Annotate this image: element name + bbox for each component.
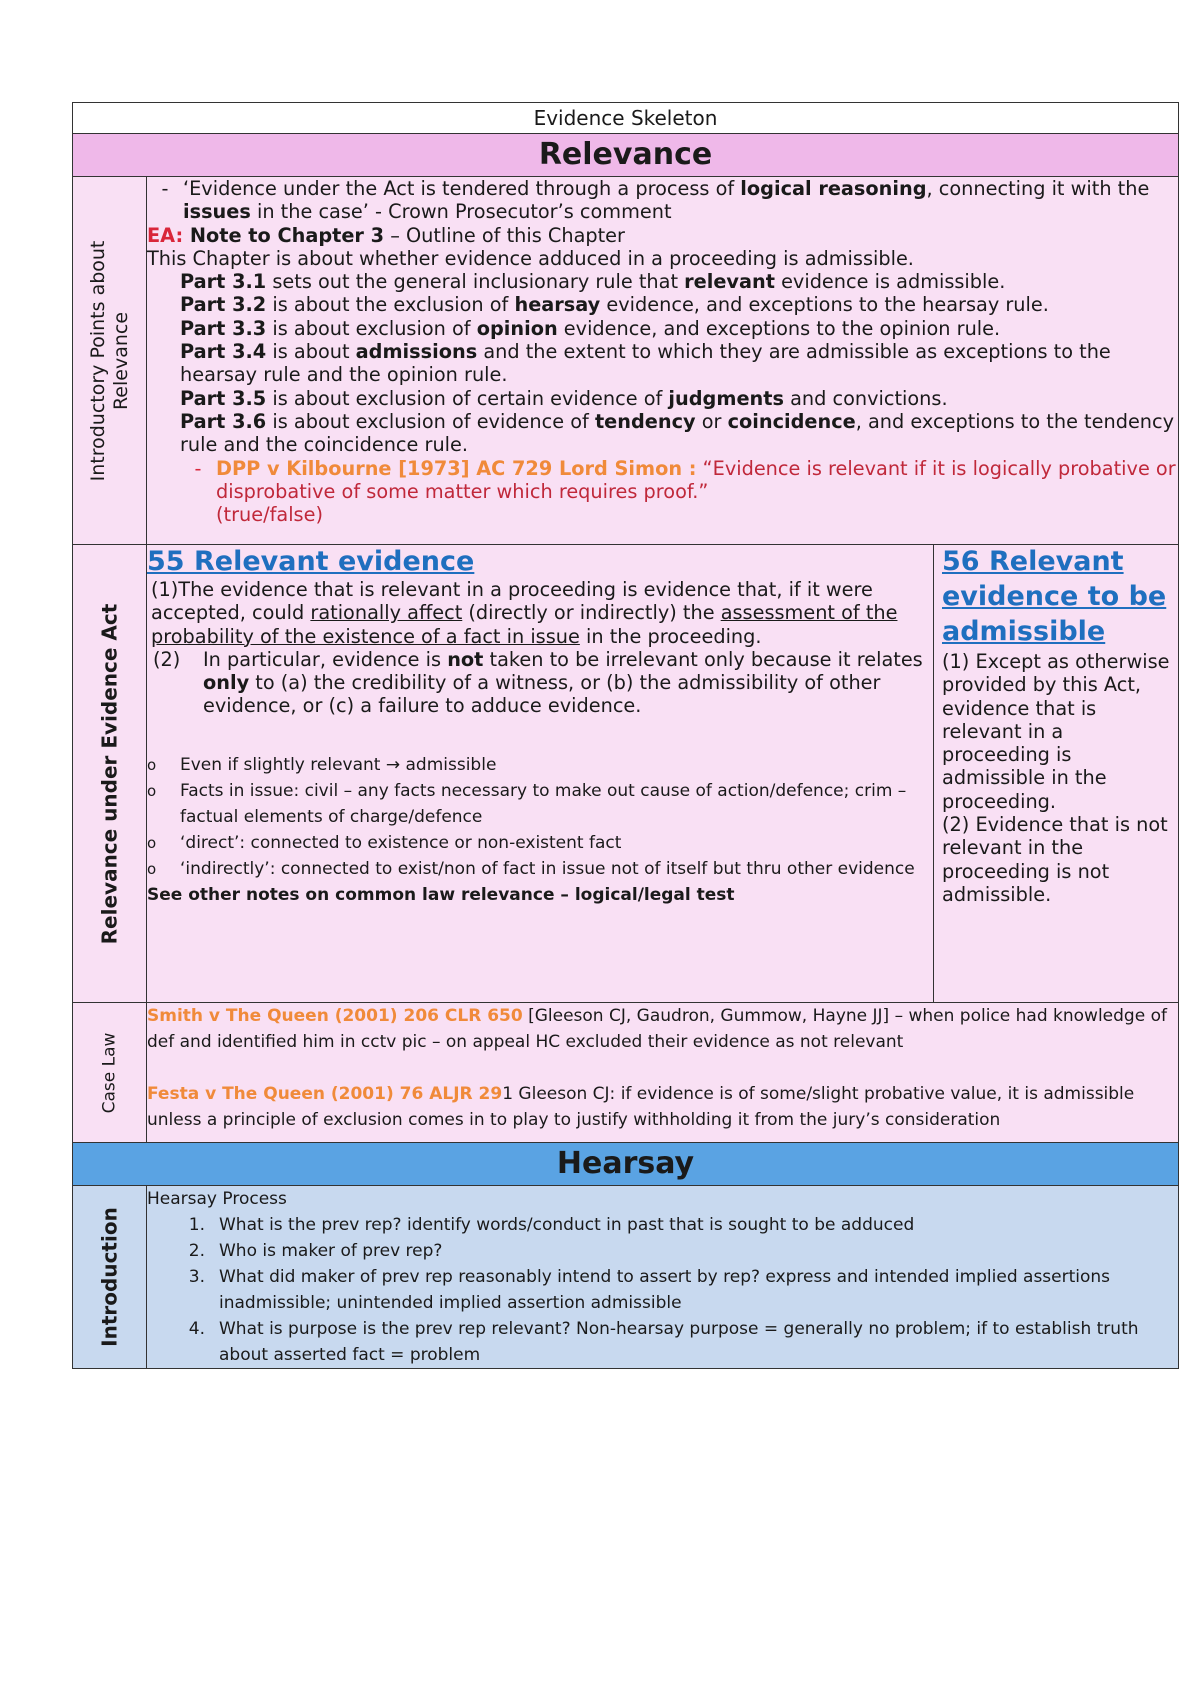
step-number: 4.: [188, 1319, 205, 1339]
hearsay-step: [147, 1316, 1178, 1368]
part-text: is about exclusion of evidence of: [266, 409, 595, 433]
part-label: Part 3.2: [180, 293, 267, 317]
bullet-marker: o: [147, 833, 157, 852]
act-row: [73, 545, 1179, 1003]
caselaw-side-label: Case Law: [99, 1032, 119, 1113]
hearsay-step: [147, 1264, 1178, 1316]
s55-1-b: rationally affect: [310, 601, 463, 625]
act-side-cell: [73, 545, 147, 1003]
caselaw-side-cell: [73, 1003, 147, 1143]
step-text: What is the prev rep? identify words/conduct in past that is sought to be adduced: [219, 1215, 915, 1235]
step-number: 3.: [188, 1267, 205, 1287]
caselaw-row: [73, 1003, 1179, 1143]
s55-sub1: [147, 578, 933, 648]
s55-1-c: (directly or indirectly) the: [462, 601, 721, 625]
part-text: evidence, and exceptions to the hearsay rule.: [600, 293, 1049, 317]
hearsay-intro-row: [73, 1186, 1179, 1369]
part-item: [180, 270, 1178, 293]
see-other-text: See other notes on common law relevance – logical/legal test: [147, 884, 735, 905]
quote-c: , connecting it with the: [926, 177, 1150, 200]
part-text: and the extent to which they are admissible as exceptions to the hearsay rule and the opinion rule.: [180, 340, 1111, 387]
part-keyword: judgments: [668, 386, 784, 410]
parts-list: [147, 270, 1178, 526]
s55-1-a: (1)The evidence that is relevant in a proceeding is evidence that, if it were accepted, could: [151, 578, 873, 625]
s56-title-link[interactable]: 56 Relevant evidence to be admissible: [942, 546, 1167, 647]
hearsay-step: [147, 1212, 1178, 1238]
hearsay-step: [147, 1238, 1178, 1264]
bullet-item: [147, 856, 933, 882]
bullet-text: ‘direct’: connected to existence or non-existent fact: [180, 832, 622, 853]
dash-marker: -: [161, 177, 169, 200]
s55-2-b: not: [447, 647, 484, 671]
s56-sub2: (2) Evidence that is not relevant in the proceeding is not admissible.: [942, 813, 1168, 906]
kilbourne-case-name: DPP v Kilbourne [1973] AC 729 Lord Simon :: [216, 456, 697, 480]
see-other-notes: [147, 882, 933, 908]
bullet-marker: o: [147, 781, 157, 800]
doc-title: Evidence Skeleton: [73, 103, 1179, 134]
step-text: What is purpose is the prev rep relevant? Non-hearsay purpose = generally no problem; if to establish truth about asserted fact = problem: [219, 1319, 1139, 1365]
bullet-text: Even if slightly relevant → admissible: [180, 754, 497, 775]
crown-quote-text: [183, 177, 1178, 224]
part-text: evidence is admissible.: [774, 270, 1006, 294]
smith-case-name: Smith v The Queen (2001) 206 CLR 650: [147, 1006, 523, 1026]
festa-case-name: Festa v The Queen (2001) 76 ALJR 29: [147, 1084, 503, 1104]
intro-row: [73, 177, 1179, 545]
part-label: Part 3.3: [180, 316, 267, 340]
s55-2-d: only: [203, 671, 250, 695]
part-text: evidence, and exceptions to the opinion rule.: [557, 316, 1001, 340]
hearsay-side-cell: [73, 1186, 147, 1369]
bullet-marker: o: [147, 859, 157, 878]
kilbourne-tail: (true/false): [216, 503, 323, 527]
relevance-heading-row: [73, 134, 1179, 177]
chapter-line: This Chapter is about whether evidence adduced in a proceeding is admissible.: [147, 246, 914, 270]
kilbourne-quote: “Evidence is relevant if it is logically probative or disprobative of some matter which requires proof.”: [216, 456, 1176, 503]
step-number: 1.: [188, 1215, 205, 1235]
crown-quote: [147, 177, 1178, 224]
part-text: sets out the general inclusionary rule that: [266, 270, 685, 294]
part-item: [180, 293, 1178, 316]
quote-b: logical reasoning: [740, 177, 927, 200]
step-number: 2.: [188, 1241, 205, 1261]
part-item: [180, 410, 1178, 457]
quote-a: ‘Evidence under the Act is tendered through a process of: [183, 177, 741, 200]
part-text: and convictions.: [783, 386, 948, 410]
part-keyword: opinion: [476, 316, 558, 340]
festa-case: [147, 1081, 1178, 1133]
part-keyword: hearsay: [514, 293, 601, 317]
bullet-item: [147, 778, 933, 830]
s55-2-text: [203, 648, 933, 718]
intro-content: [147, 177, 1179, 545]
part-item: [180, 317, 1178, 340]
s56-title: [942, 545, 1172, 650]
evidence-skeleton-table: [72, 102, 1179, 1369]
part-text: is about the exclusion of: [266, 293, 515, 317]
kilbourne-text: [216, 457, 1178, 527]
part-text: is about: [266, 340, 356, 364]
s55-1-d: assessment of the probability of the existence of a fact in issue: [151, 601, 898, 648]
quote-d: issues: [183, 200, 251, 224]
quote-e: in the case’ - Crown Prosecutor’s comment: [250, 200, 672, 224]
part-label: Part 3.5: [180, 386, 267, 410]
intro-side-label-line1: Introductory Points about: [86, 240, 109, 481]
part-keyword: coincidence: [727, 409, 856, 433]
s56-sub1: (1) Except as otherwise provided by this Act, evidence that is relevant in a proceeding is admissible in the proceeding.: [942, 650, 1170, 813]
part-keyword: relevant: [684, 270, 775, 294]
act-side-label: Relevance under Evidence Act: [97, 603, 121, 944]
part-item: [180, 340, 1178, 387]
caselaw-content: [147, 1003, 1179, 1143]
s55-2-a: In particular, evidence is: [203, 647, 448, 671]
hearsay-heading: Hearsay: [73, 1143, 1179, 1186]
s55-sub2: [147, 648, 933, 718]
part-text: , and exceptions to the tendency rule and the coincidence rule.: [180, 409, 1175, 457]
part-keyword: admissions: [355, 340, 478, 364]
bullet-text: Facts in issue: civil – any facts necessary to make out cause of action/defence; crim – factual elements of charge/defence: [180, 780, 907, 827]
s55-1-e: in the proceeding.: [579, 624, 762, 648]
s55-title: [147, 545, 933, 578]
part-text: or: [695, 409, 728, 433]
dash-marker: -: [194, 456, 202, 480]
part-label: Part 3.1: [180, 270, 267, 294]
hearsay-process-title: Hearsay Process: [147, 1189, 287, 1209]
s55-2-c: taken to be irrelevant only because it relates: [483, 647, 923, 671]
part-text: is about exclusion of certain evidence of: [266, 386, 669, 410]
part-item: [180, 387, 1178, 410]
part-label: Part 3.4: [180, 340, 267, 364]
s55-2-e: to (a) the credibility of a witness, or (b) the admissibility of other evidence, or (c) a failure to adduce evidence.: [203, 671, 881, 718]
bullet-item: [147, 830, 933, 856]
s55-bullets: [147, 752, 933, 908]
s56-content: [934, 545, 1179, 1003]
intro-side-label-line2: Relevance: [109, 311, 132, 410]
bullet-marker: o: [147, 755, 157, 774]
festa-case-text: 1 Gleeson CJ: if evidence is of some/slight probative value, it is admissible unless a principle of exclusion comes in to play to justify withholding it from the jury’s consideration: [147, 1084, 1135, 1130]
step-text: What did maker of prev rep reasonably intend to assert by rep? express and intended implied assertions inadmissible; unintended implied assertion admissible: [219, 1267, 1111, 1313]
step-text: Who is maker of prev rep?: [219, 1241, 443, 1261]
part-text: is about exclusion of: [266, 316, 477, 340]
smith-case: [147, 1003, 1178, 1055]
s55-content: [147, 545, 934, 1003]
relevance-heading: Relevance: [73, 134, 1179, 177]
hearsay-side-label: Introduction: [97, 1207, 121, 1347]
bullet-item: [147, 752, 933, 778]
s55-title-link[interactable]: 55 Relevant evidence: [147, 546, 475, 577]
ea-label: EA:: [147, 223, 184, 247]
ea-note-line: [147, 224, 1178, 247]
part-keyword: tendency: [594, 409, 696, 433]
intro-side-label: [87, 240, 133, 481]
bullet-text: ‘indirectly’: connected to exist/non of fact in issue not of itself but thru other evidence: [180, 858, 915, 879]
hearsay-content: [147, 1186, 1179, 1369]
hearsay-heading-row: [73, 1143, 1179, 1186]
smith-case-text: [Gleeson CJ, Gaudron, Gummow, Hayne JJ] – when police had knowledge of def and identified him in cctv pic – on appeal HC excluded their evidence as not relevant: [147, 1006, 1167, 1052]
title-row: [73, 103, 1179, 134]
part-label: Part 3.6: [180, 409, 267, 433]
s55-2-num: (2): [153, 647, 181, 671]
intro-side-cell: [73, 177, 147, 545]
ea-note: Note to Chapter 3: [183, 223, 385, 247]
kilbourne-case: [147, 457, 1178, 527]
ea-rest: – Outline of this Chapter: [384, 223, 625, 247]
